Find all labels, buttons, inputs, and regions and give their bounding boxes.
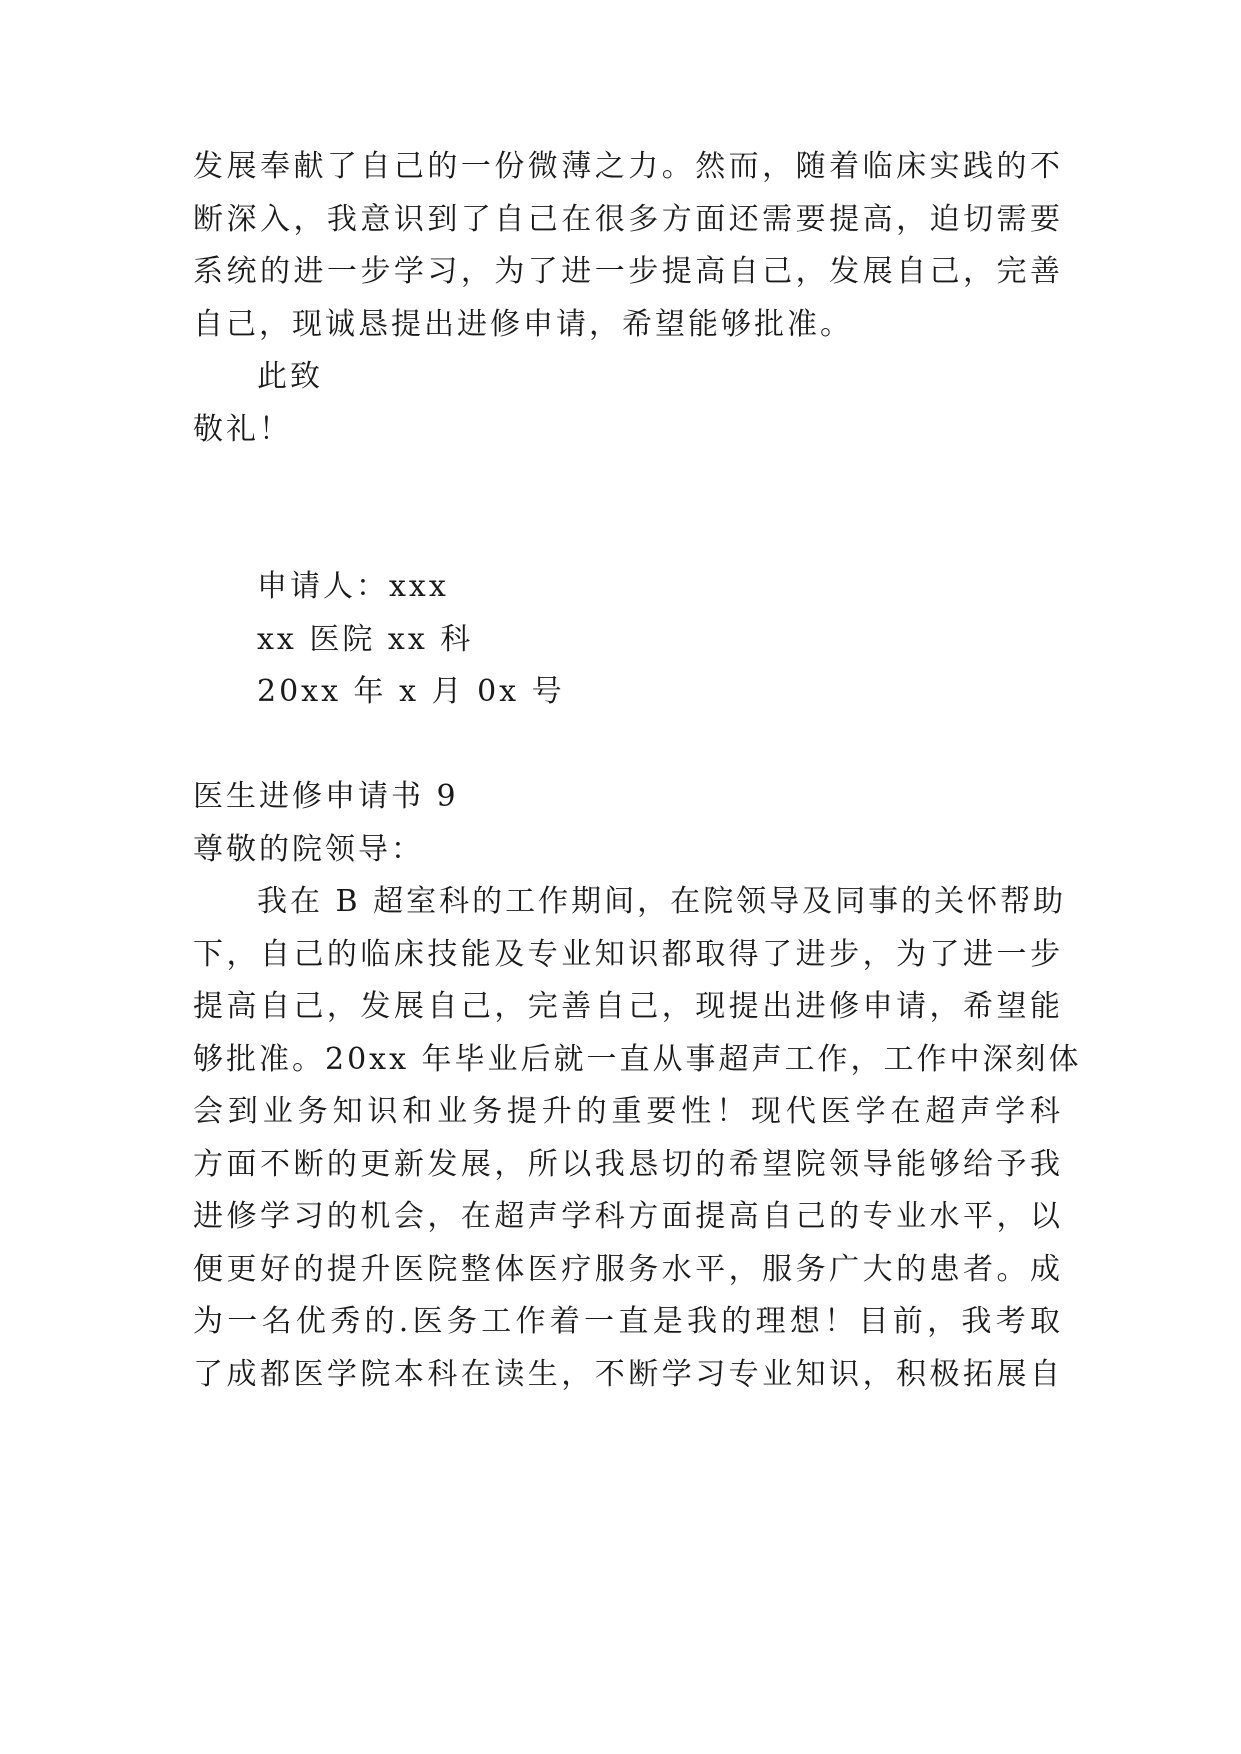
body-line: 便更好的提升医院整体医疗服务水平，服务广大的患者。成 bbox=[193, 1252, 1063, 1287]
body-line: 系统的进一步学习，为了进一步提高自己，发展自己，完善 bbox=[193, 254, 1063, 289]
closing-salute: 敬礼！ bbox=[193, 412, 292, 447]
closing-greeting: 此致 bbox=[257, 359, 323, 394]
body-line: 为一名优秀的.医务工作着一直是我的理想！目前，我考取 bbox=[193, 1304, 1063, 1339]
body-line: 断深入，我意识到了自己在很多方面还需要提高，迫切需要 bbox=[193, 202, 1063, 237]
body-line: 够批准。20xx 年毕业后就一直从事超声工作，工作中深刻体 bbox=[193, 1042, 1082, 1077]
body-line: 了成都医学院本科在读生，不断学习专业知识，积极拓展自 bbox=[193, 1357, 1063, 1392]
signature-unit: xx 医院 xx 科 bbox=[257, 622, 474, 657]
body-line: 自己，现诚恳提出进修申请，希望能够批准。 bbox=[193, 307, 853, 342]
salutation: 尊敬的院领导： bbox=[193, 832, 424, 867]
body-line: 方面不断的更新发展，所以我恳切的希望院领导能够给予我 bbox=[193, 1147, 1063, 1182]
body-line: 进修学习的机会，在超声学科方面提高自己的专业水平，以 bbox=[193, 1199, 1063, 1234]
section-title: 医生进修申请书 9 bbox=[193, 779, 459, 814]
body-line: 会到业务知识和业务提升的重要性！现代医学在超声学科 bbox=[193, 1094, 1063, 1129]
body-line: 发展奉献了自己的一份微薄之力。然而，随着临床实践的不 bbox=[193, 149, 1063, 184]
body-line: 下，自己的临床技能及专业知识都取得了进步，为了进一步 bbox=[193, 937, 1063, 972]
body-line: 提高自己，发展自己，完善自己，现提出进修申请，希望能 bbox=[193, 989, 1063, 1024]
signature-date: 20xx 年 x 月 0x 号 bbox=[257, 674, 565, 709]
signature-applicant: 申请人：xxx bbox=[257, 569, 449, 604]
body-line: 我在 B 超室科的工作期间，在院领导及同事的关怀帮助 bbox=[257, 884, 1067, 919]
